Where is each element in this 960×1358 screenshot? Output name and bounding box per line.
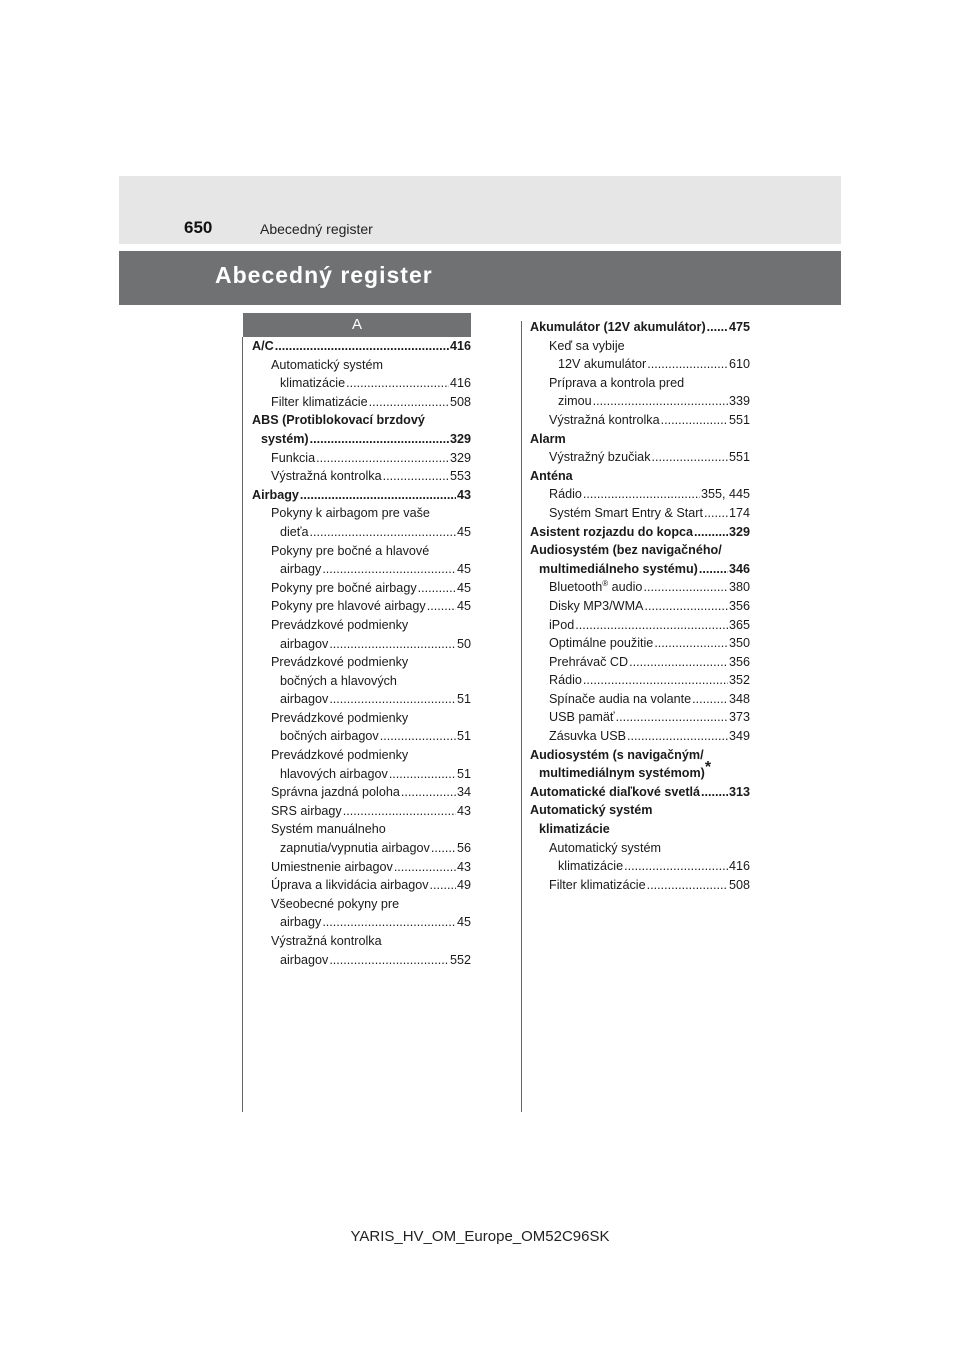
index-entry-line: Prevádzkové podmienky bbox=[271, 655, 409, 670]
index-entry: Systém Smart Entry & Start ..... 174 bbox=[530, 504, 750, 523]
index-entry-line: Pokyny k airbagom pre vaše bbox=[271, 506, 430, 521]
index-entry: Filter klimatizácie ..... 508 bbox=[530, 876, 750, 895]
index-entry: multimediálneho systému) ..... 346 bbox=[530, 560, 750, 579]
index-entry: Bluetooth® audio ..... 380 bbox=[530, 578, 750, 597]
right-column-rule bbox=[521, 321, 522, 1112]
index-entry-line: ABS (Protiblokovací brzdový bbox=[252, 413, 425, 428]
index-entry-line: Výstražná kontrolka bbox=[271, 934, 382, 948]
index-entry: airbagov ..... 50 bbox=[252, 635, 471, 654]
index-entry: Funkcia ..... 329 bbox=[252, 449, 471, 468]
index-entry: iPod ..... 365 bbox=[530, 616, 750, 635]
page-number: 650 bbox=[184, 218, 213, 237]
index-entry-line: Pokyny pre bočné a hlavové bbox=[271, 543, 430, 558]
left-column-rule bbox=[242, 337, 243, 1112]
page-title: Abecedný register bbox=[215, 262, 433, 288]
index-entry: Optimálne použitie ..... 350 bbox=[530, 634, 750, 653]
index-entry: Pokyny pre bočné airbagy ..... 45 bbox=[252, 579, 471, 598]
bluetooth-label: Bluetooth bbox=[549, 580, 603, 595]
index-entry: Výstražná kontrolka ..... 553 bbox=[252, 467, 471, 486]
index-entry-line: Prevádzkové podmienky bbox=[271, 617, 409, 632]
index-entry-line bbox=[530, 759, 750, 783]
index-entry: Správna jazdná poloha ..... 34 bbox=[252, 783, 471, 802]
index-entry: Filter klimatizácie ..... 508 bbox=[252, 393, 471, 412]
index-entry-line: Automatický systém bbox=[271, 357, 383, 372]
index-entry: Umiestnenie airbagov ..... 43 bbox=[252, 858, 471, 877]
index-entry: systém) ..... 329 bbox=[252, 430, 471, 449]
footnote-star: * bbox=[704, 759, 712, 777]
index-entry: Rádio ..... 355, 445 bbox=[530, 485, 750, 504]
index-entry: Spínače audia na volante ..... 348 bbox=[530, 690, 750, 709]
index-entry-line: Systém manuálneho bbox=[271, 822, 386, 837]
index-entry: airbagov ..... 51 bbox=[252, 690, 471, 709]
audio-nav-label: multimediálnym systémom) bbox=[539, 766, 705, 781]
index-column-left bbox=[252, 337, 471, 969]
index-entry: Airbagy ..... 43 bbox=[252, 486, 471, 505]
document-footer: YARIS_HV_OM_Europe_OM52C96SK bbox=[350, 1228, 610, 1245]
index-entry: SRS airbagy ..... 43 bbox=[252, 802, 471, 821]
index-entry: Akumulátor (12V akumulátor) ..... 475 bbox=[530, 318, 750, 337]
index-entry: zimou ..... 339 bbox=[530, 392, 750, 411]
index-entry: hlavových airbagov ..... 51 bbox=[252, 765, 471, 784]
running-header: Abecedný register bbox=[260, 221, 373, 237]
index-entry-line: Audiosystém (bez navigačného/ bbox=[530, 543, 722, 558]
index-entry: Úprava a likvidácia airbagov ..... 49 bbox=[252, 876, 471, 895]
index-letter-heading: A bbox=[243, 313, 471, 337]
index-entry: airbagov ..... 552 bbox=[252, 951, 471, 970]
index-entry: klimatizácie ..... 416 bbox=[252, 374, 471, 393]
index-entry-line: Automatický systém bbox=[549, 840, 661, 855]
index-entry: Výstražný bzučiak ..... 551 bbox=[530, 448, 750, 467]
index-entry-line: Prevádzkové podmienky bbox=[271, 710, 409, 725]
index-entry: bočných airbagov ..... 51 bbox=[252, 727, 471, 746]
index-entry-line: bočných a hlavových bbox=[280, 673, 397, 688]
bluetooth-label-suffix: audio bbox=[608, 580, 643, 595]
index-entry: Prehrávač CD ..... 356 bbox=[530, 653, 750, 672]
index-entry: 12V akumulátor ..... 610 bbox=[530, 355, 750, 374]
index-entry: klimatizácie ..... 416 bbox=[530, 857, 750, 876]
index-entry: Pokyny pre hlavové airbagy ..... 45 bbox=[252, 597, 471, 616]
index-entry: dieťa ..... 45 bbox=[252, 523, 471, 542]
index-entry: Výstražná kontrolka ..... 551 bbox=[530, 411, 750, 430]
index-entry-line: klimatizácie bbox=[539, 822, 610, 837]
index-entry-line: Alarm bbox=[530, 431, 566, 446]
registered-mark: ® bbox=[602, 579, 609, 589]
index-entry: Automatické diaľkové svetlá ..... 313 bbox=[530, 783, 750, 802]
index-entry: Rádio ..... 352 bbox=[530, 671, 750, 690]
index-entry-line: Anténa bbox=[530, 468, 573, 483]
index-entry-line: Audiosystém (s navigačným/ bbox=[530, 747, 704, 762]
index-entry: USB pamäť ..... 373 bbox=[530, 708, 750, 727]
index-entry: airbagy ..... 45 bbox=[252, 913, 471, 932]
index-entry: zapnutia/vypnutia airbagov ..... 56 bbox=[252, 839, 471, 858]
index-entry-line: Všeobecné pokyny pre bbox=[271, 896, 400, 911]
index-column-right bbox=[530, 318, 750, 894]
index-entry: Asistent rozjazdu do kopca ..... 329 bbox=[530, 523, 750, 542]
header-band bbox=[119, 176, 841, 244]
index-entry-line: Keď sa vybije bbox=[549, 338, 625, 353]
index-entry: Disky MP3/WMA ..... 356 bbox=[530, 597, 750, 616]
index-entry: Zásuvka USB ..... 349 bbox=[530, 727, 750, 746]
index-entry: A/C ..... 416 bbox=[252, 337, 471, 356]
index-entry: airbagy ..... 45 bbox=[252, 560, 471, 579]
index-entry-line: Automatický systém bbox=[530, 803, 653, 818]
index-entry-line: Príprava a kontrola pred bbox=[549, 375, 685, 390]
index-entry-line: Prevádzkové podmienky bbox=[271, 748, 409, 763]
